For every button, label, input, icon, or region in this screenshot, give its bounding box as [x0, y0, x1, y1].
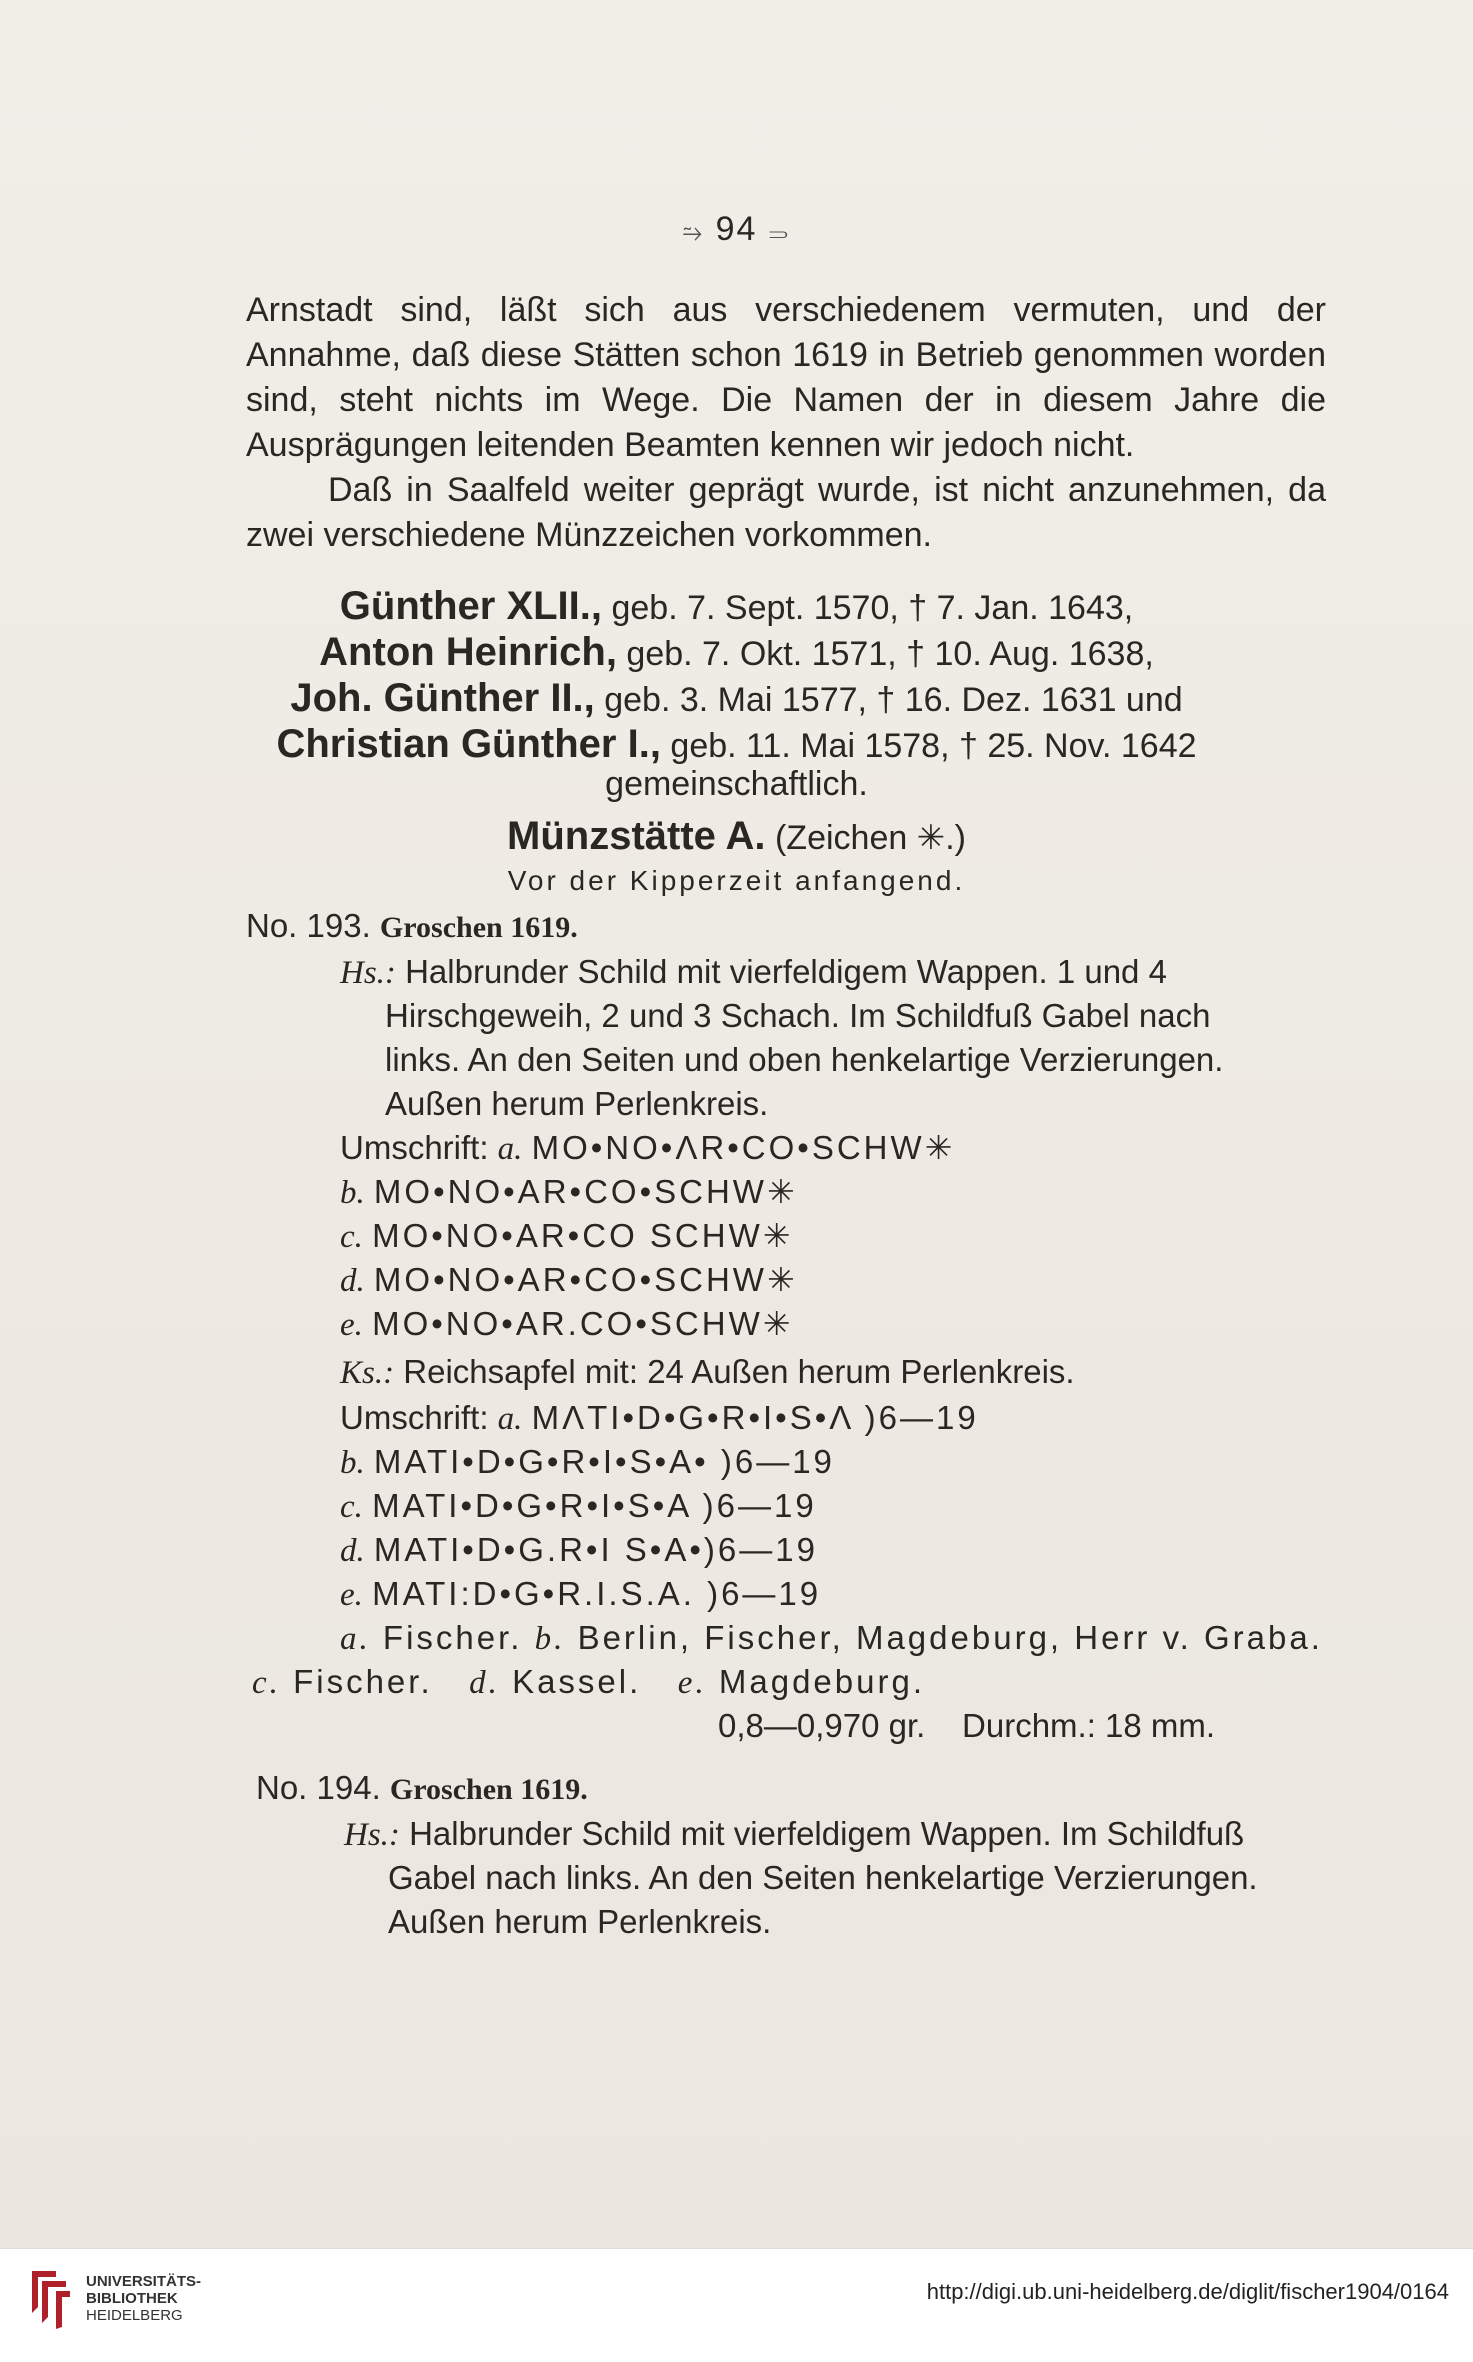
- entry-193-hs-line: Hs.: Halbrunder Schild mit vierfeldigem Wappen. 1 und 4: [340, 953, 1167, 991]
- entry-193-ks-variant: d. MATI•D•G.R•I S•A•)6—19: [340, 1531, 818, 1569]
- permalink-url[interactable]: http://digi.ub.uni-heidelberg.de/diglit/fischer1904/0164: [926, 2279, 1449, 2304]
- viewer-footer: [0, 2248, 1473, 2362]
- entry-193-ks-variant: Umschrift: a. MΛTI•D•G•R•I•S•Λ )6—19: [340, 1399, 979, 1437]
- intro-paragraph-2: Daß in Saalfeld weiter geprägt wurde, ist nicht anzunehmen, da zwei verschiedene Münzzeichen vorkommen.: [246, 471, 1326, 554]
- entry-194-hs-line: Außen herum Perlenkreis.: [388, 1903, 772, 1940]
- entry-193-ks-variant: e. MATI:D•G•R.I.S.A. )6—19: [340, 1575, 822, 1613]
- entry-193-hs-line: links. An den Seiten und oben henkelartige Verzierungen.: [385, 1041, 1224, 1078]
- ruler-line: Anton Heinrich, geb. 7. Okt. 1571, † 10. Aug. 1638,: [319, 630, 1154, 674]
- entry-193-hs-variant: Umschrift: a. MO•NO•ΛR•CO•SCHW✳: [340, 1129, 956, 1167]
- entry-193-provenance: a. Fischer. b. Berlin, Fischer, Magdeburg, Herr v. Graba.: [340, 1619, 1323, 1657]
- entry-193-hs-variant: c. MO•NO•AR•CO SCHW✳: [340, 1217, 794, 1255]
- ruler-joint: gemeinschaftlich.: [605, 765, 868, 803]
- entry-194-hs-line: Gabel nach links. An den Seiten henkelartige Verzierungen.: [388, 1859, 1258, 1896]
- entry-194-hs-line: Hs.: Halbrunder Schild mit vierfeldigem Wappen. Im Schildfuß: [344, 1815, 1245, 1853]
- entry-193-ks-variant: c. MATI•D•G•R•I•S•A )6—19: [340, 1487, 817, 1525]
- entry-193-provenance: c. Fischer. d. Kassel. e. Magdeburg.: [252, 1663, 925, 1701]
- ornament-right-icon: ⥰: [768, 219, 791, 246]
- entry-193-ks-variant: b. MATI•D•G•R•I•S•A• )6—19: [340, 1443, 835, 1481]
- ornament-left-icon: ⥲: [682, 219, 705, 246]
- ruler-line: Christian Günther I., geb. 11. Mai 1578, † 25. Nov. 1642: [276, 722, 1197, 766]
- entry-194-header: No. 194. Groschen 1619.: [256, 1769, 588, 1806]
- entry-193-hs-line: Hirschgeweih, 2 und 3 Schach. Im Schildfuß Gabel nach: [385, 997, 1211, 1034]
- university-library-logo-text: UNIVERSITÄTS- BIBLIOTHEK HEIDELBERG: [86, 2273, 202, 2324]
- intro-paragraph-1: Arnstadt sind, läßt sich aus verschiedenem vermuten, und der Annahme, daß diese Stätten schon 1619 in Betrieb genommen worden sind, steht nichts im Wege. Die Namen der in diesem Jahre die Ausprägungen leitenden Beamten kennen wir jedoch nicht.: [246, 291, 1326, 464]
- mint-heading: Münzstätte A. (Zeichen ✳.): [507, 814, 966, 858]
- entry-193-header: No. 193. Groschen 1619.: [246, 907, 578, 944]
- ruler-line: Günther XLII., geb. 7. Sept. 1570, † 7. Jan. 1643,: [339, 584, 1134, 628]
- ruler-line: Joh. Günther II., geb. 3. Mai 1577, † 16. Dez. 1631 und: [290, 676, 1183, 720]
- entry-193-hs-line: Außen herum Perlenkreis.: [385, 1085, 769, 1122]
- entry-193-hs-variant: e. MO•NO•AR.CO•SCHW✳: [340, 1305, 794, 1343]
- entry-193-measurements: 0,8—0,970 gr. Durchm.: 18 mm.: [718, 1707, 1216, 1744]
- mint-subtitle: Vor der Kipperzeit anfangend.: [507, 865, 966, 896]
- entry-193-hs-variant: b. MO•NO•AR•CO•SCHW✳: [340, 1173, 798, 1211]
- university-library-logo-icon: [26, 2267, 74, 2331]
- page-number: ⥲ 94 ⥰: [682, 210, 791, 248]
- entry-193-ks-line: Ks.: Reichsapfel mit: 24 Außen herum Perlenkreis.: [340, 1353, 1075, 1391]
- entry-193-hs-variant: d. MO•NO•AR•CO•SCHW✳: [340, 1261, 798, 1299]
